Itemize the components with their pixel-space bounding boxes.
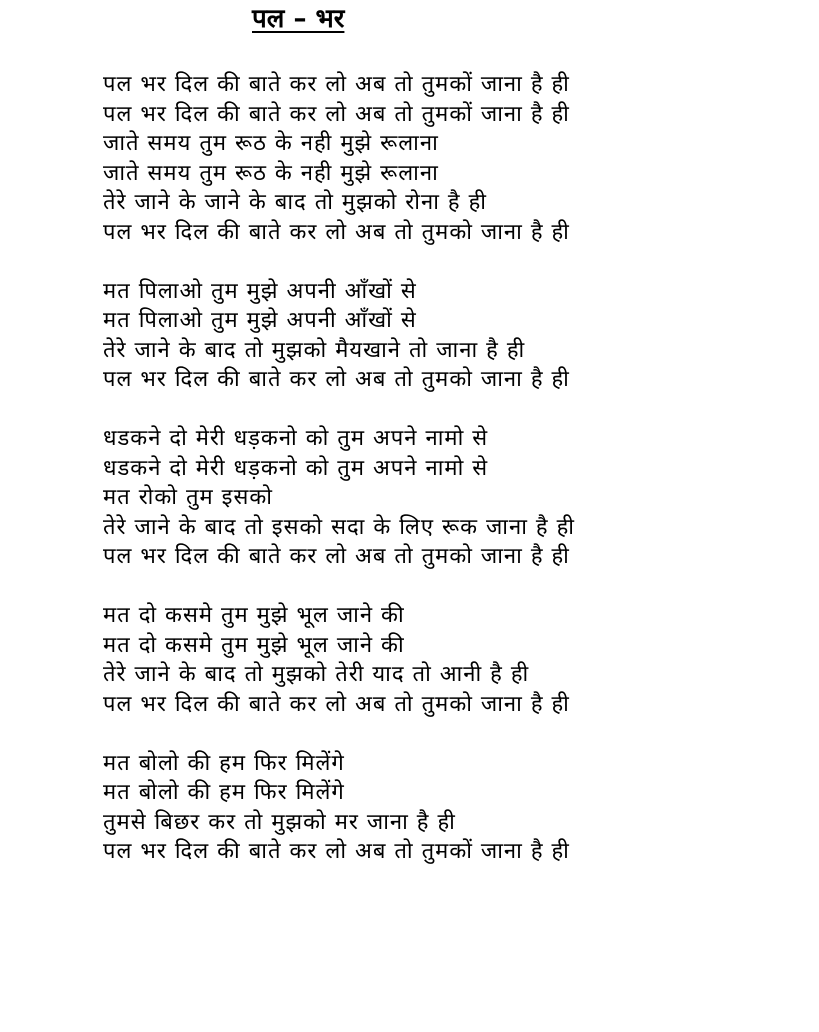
lyric-line: पल भर दिल की बाते कर लो अब तो तुमको जाना है ही	[103, 691, 570, 717]
lyric-line: तेरे जाने के जाने के बाद तो मुझको रोना है ही	[103, 190, 487, 215]
lyric-line: पल भर दिल की बाते कर लो अब तो तुमकों जाना है ही	[103, 72, 570, 97]
lyric-line: मत बोलो की हम फिर मिलेंगे	[103, 750, 345, 776]
lyric-line: तुमसे बिछर कर तो मुझको मर जाना है ही	[103, 809, 456, 835]
lyric-line: मत रोको तुम इसको	[103, 485, 273, 510]
lyric-line: मत पिलाओ तुम मुझे अपनी आँखों से	[103, 308, 417, 333]
stanza-5	[103, 749, 803, 867]
stanza-3	[103, 424, 803, 572]
lyric-line: मत दो कसमे तुम मुझे भूल जाने की	[103, 603, 405, 628]
lyric-line: तेरे जाने के बाद तो मुझको मैयखाने तो जाना है ही	[103, 337, 526, 363]
lyric-line: धडकने दो मेरी धड़कनो को तुम अपने नामो से	[103, 455, 489, 481]
lyric-line: तेरे जाने के बाद तो इसको सदा के लिए रूक जाना है ही	[103, 514, 575, 540]
lyric-line: पल भर दिल की बाते कर लो अब तो तुमकों जाना है ही	[103, 839, 570, 864]
lyric-line: मत दो कसमे तुम मुझे भूल जाने की	[103, 632, 405, 658]
lyric-line: पल भर दिल की बाते कर लो अब तो तुमको जाना है ही	[103, 219, 570, 245]
lyric-line: पल भर दिल की बाते कर लो अब तो तुमकों जाना है ही	[103, 101, 570, 127]
lyric-line: मत बोलो की हम फिर मिलेंगे	[103, 780, 345, 805]
stanza-2	[103, 277, 803, 395]
lyrics-body	[103, 70, 803, 896]
lyric-line: पल भर दिल की बाते कर लो अब तो तुमको जाना है ही	[103, 544, 570, 569]
stanza-4	[103, 601, 803, 719]
lyric-line: पल भर दिल की बाते कर लो अब तो तुमको जाना है ही	[103, 367, 570, 392]
lyric-line: मत पिलाओ तुम मुझे अपनी आँखों से	[103, 278, 417, 304]
lyric-line: जाते समय तुम रूठ के नही मुझे रूलाना	[103, 160, 439, 186]
lyric-line: जाते समय तुम रूठ के नही मुझे रूलाना	[103, 131, 439, 156]
page-title: पल – भर	[252, 4, 345, 34]
lyric-line: धडकने दो मेरी धड़कनो को तुम अपने नामो से	[103, 426, 489, 451]
stanza-1	[103, 70, 803, 247]
lyric-line: तेरे जाने के बाद तो मुझको तेरी याद तो आनी है ही	[103, 662, 530, 687]
